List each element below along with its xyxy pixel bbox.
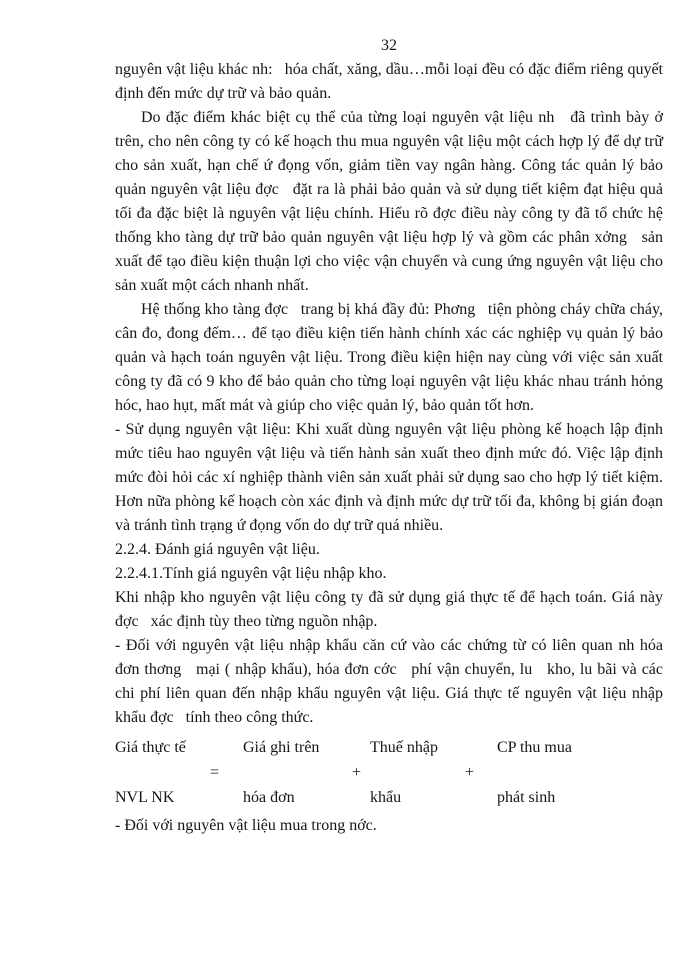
- paragraph-warehouse-system: Hệ thống kho tàng đợc trang bị khá đầy đủ: Phơng tiện phòng cháy chữa cháy, cân đo, đong đếm… để tạo điều kiện tiến hành chính xác các nghiệp vụ quản lý bảo quản và hạch toán nguyên vật liệu. Trong điều kiện hiện nay cùng với việc sản xuất công ty đã có 9 kho để bảo quản cho từng loại nguyên vật liệu khác nhau tránh hỏng hóc, hao hụt, mất mát và giúp cho việc quản lý, bảo quản tốt hơn.: [115, 301, 663, 414]
- text-block: [115, 0, 663, 838]
- formula-operator-plus-2: +: [465, 764, 475, 781]
- import-price-formula: [115, 735, 663, 810]
- paragraph-actual-price: Khi nhập kho nguyên vật liệu công ty đã sử dụng giá thực tế để hạch toán. Giá này đợc xác định tùy theo từng nguồn nhập.: [115, 589, 663, 630]
- formula-term-invoice-price-top: Giá ghi trên: [243, 739, 320, 756]
- page-number: 32: [381, 37, 397, 54]
- formula-term-invoice-price-bottom: hóa đơn: [243, 789, 295, 806]
- formula-term-purchase-cost-top: CP thu mua: [497, 739, 572, 756]
- formula-term-actual-price-bottom: NVL NK: [115, 789, 175, 806]
- paragraph-domestic-materials: - Đối với nguyên vật liệu mua trong nớc.: [115, 817, 377, 834]
- formula-term-purchase-cost-bottom: phát sinh: [497, 789, 556, 806]
- paragraph-material-types: nguyên vật liệu khác nh: hóa chất, xăng, dầu…mỗi loại đều có đặc điểm riêng quyết định đến mức dự trữ và bảo quản.: [115, 61, 663, 102]
- formula-operator-equals: =: [210, 764, 220, 781]
- formula-operator-plus-1: +: [352, 764, 362, 781]
- paragraph-imported-materials: - Đối với nguyên vật liệu nhập khẩu căn cứ vào các chứng từ có liên quan nh hóa đơn thơng mại ( nhập khẩu), hóa đơn cớc phí vận chuyển, lu kho, lu bãi và các chi phí liên quan đến nhập khẩu nguyên vật liệu. Giá thực tế nguyên vật liệu nhập khẩu đợc tính theo công thức.: [115, 637, 663, 726]
- section-heading-2-2-4: 2.2.4. Đánh giá nguyên vật liệu.: [115, 541, 320, 558]
- paragraph-procurement-plan: Do đặc điểm khác biệt cụ thể của từng loại nguyên vật liệu nh đã trình bày ở trên, cho nên công ty có kế hoạch thu mua nguyên vật liệu một cách hợp lý để dự trữ cho sản xuất, hạn chế ứ đọng vốn, giảm tiền vay ngân hàng. Công tác quản lý bảo quản nguyên vật liệu đợc đặt ra là phải bảo quản và sử dụng tiết kiệm đạt hiệu quả tối đa đặc biệt là nguyên vật liệu chính. Hiểu rõ đợc điều này công ty đã tổ chức hệ thống kho tàng dự trữ bảo quản nguyên vật liệu hợp lý và gồm các phân xởng sản xuất để tạo điều kiện thuận lợi cho việc vận chuyển và cung ứng nguyên vật liệu cho sản xuất một cách nhanh nhất.: [115, 109, 663, 294]
- section-heading-2-2-4-1: 2.2.4.1.Tính giá nguyên vật liệu nhập kho.: [115, 565, 387, 582]
- formula-term-import-tax-bottom: khẩu: [370, 789, 402, 806]
- formula-term-actual-price-top: Giá thực tế: [115, 739, 186, 756]
- paragraph-material-usage: - Sử dụng nguyên vật liệu: Khi xuất dùng nguyên vật liệu phòng kế hoạch lập định mức tiêu hao nguyên vật liệu và tiến hành sản xuất theo định mức đó. Việc lập định mức đòi hỏi các xí nghiệp thành viên sản xuất phải sử dụng sao cho hợp lý tiết kiệm. Hơn nữa phòng kế hoạch còn xác định và định mức dự trữ tối đa, không bị gián đoạn và tránh tình trạng ứ đọng vốn do dự trữ quá nhiều.: [115, 421, 663, 534]
- formula-term-import-tax-top: Thuế nhập: [370, 739, 438, 756]
